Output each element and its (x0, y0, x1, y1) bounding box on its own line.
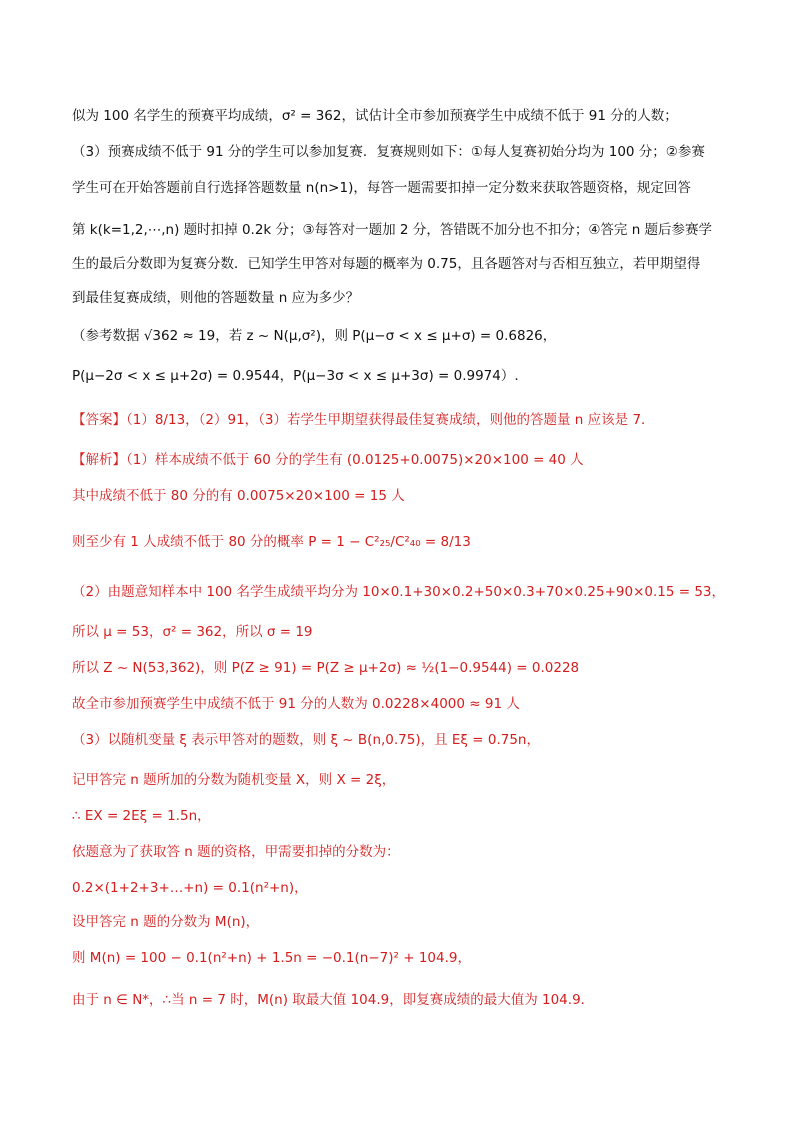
analysis-part-2: （2）由题意知样本中 100 名学生成绩平均分为 10×0.1+30×0.2+50×0.3+70×0.25+90×0.15 = 53， (72, 584, 726, 600)
analysis-conclusion: 由于 n ∈ N*，∴当 n = 7 时，M(n) 取最大值 104.9，即复赛成绩的最大值为 104.9． (72, 992, 595, 1008)
text-line: 第 k(k=1,2,⋯,n) 题时扣掉 0.2k 分；③每答对一题加 2 分，答错既不加分也不扣分；④答完 n 题后参赛学 (72, 222, 713, 238)
analysis-line: 则 M(n) = 100 − 0.1(n²+n) + 1.5n = −0.1(n−7)² + 104.9， (72, 950, 471, 966)
reference-data: （参考数据 √362 ≈ 19，若 z ~ N(μ,σ²)，则 P(μ−σ < x ≤ μ+σ) = 0.6826， (72, 328, 557, 344)
analysis-part-3: （3）以随机变量 ξ 表示甲答对的题数，则 ξ ~ B(n,0.75)，且 Eξ = 0.75n， (72, 732, 540, 748)
analysis-line: 则至少有 1 人成绩不低于 80 分的概率 P = 1 − C²₂₅/C²₄₀ = 8/13 (72, 534, 471, 550)
analysis-line: 故全市参加预赛学生中成绩不低于 91 分的人数为 0.0228×4000 ≈ 91 人 (72, 696, 520, 712)
analysis-line: 0.2×(1+2+3+…+n) = 0.1(n²+n)， (72, 880, 308, 896)
text-line: 生的最后分数即为复赛分数．已知学生甲答对每题的概率为 0.75，且各题答对与否相互独立，若甲期望得 (72, 256, 701, 272)
analysis-part-1: 【解析】（1）样本成绩不低于 60 分的学生有 (0.0125+0.0075)×20×100 = 40 人 (72, 452, 584, 468)
reference-data-cont: P(μ−2σ < x ≤ μ+2σ) = 0.9544，P(μ−3σ < x ≤ μ+3σ) = 0.9974）. (72, 368, 519, 384)
analysis-line: 依题意为了获取答 n 题的资格，甲需要扣掉的分数为： (72, 844, 400, 860)
text-line: 到最佳复赛成绩，则他的答题数量 n 应为多少？ (72, 290, 360, 306)
analysis-line: ∴ EX = 2Eξ = 1.5n， (72, 808, 211, 824)
answer-line: 【答案】（1）8/13，（2）91，（3）若学生甲期望获得最佳复赛成绩，则他的答题量 n 应该是 7． (72, 412, 655, 428)
analysis-line: 设甲答完 n 题的分数为 M(n)， (72, 914, 260, 930)
analysis-line: 其中成绩不低于 80 分的有 0.0075×20×100 = 15 人 (72, 488, 405, 504)
text-line: 似为 100 名学生的预赛平均成绩，σ² = 362，试估计全市参加预赛学生中成绩不低于 91 分的人数； (72, 108, 678, 124)
analysis-line: 记甲答完 n 题所加的分数为随机变量 X，则 X = 2ξ， (72, 772, 396, 788)
question-3-rules: （3）预赛成绩不低于 91 分的学生可以参加复赛．复赛规则如下：①每人复赛初始分均为 100 分；②参赛 (72, 144, 705, 160)
analysis-line: 所以 μ = 53，σ² = 362，所以 σ = 19 (72, 624, 313, 640)
analysis-line: 所以 Z ~ N(53,362)，则 P(Z ≥ 91) = P(Z ≥ μ+2σ) ≈ ½(1−0.9544) = 0.0228 (72, 660, 580, 676)
text-line: 学生可在开始答题前自行选择答题数量 n(n>1)，每答一题需要扣掉一定分数来获取答题资格，规定回答 (72, 180, 691, 196)
